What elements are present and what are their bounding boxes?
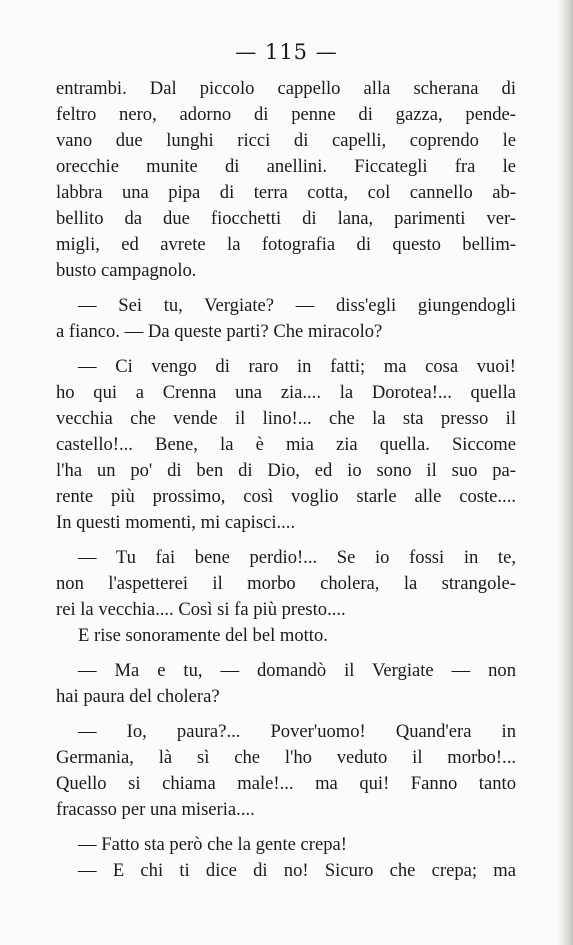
text-line: busto campagnolo. — [56, 260, 197, 281]
text-line: — Tu fai bene perdio!... Se io fossi in te, — [78, 547, 516, 568]
text-line: non l'aspetterei il morbo cholera, la strangole- — [56, 573, 516, 594]
text-line: castello!... Bene, la è mia zia quella. Siccome — [56, 434, 516, 455]
text-line: rei la vecchia.... Così si fa più presto.... — [56, 599, 346, 620]
text-line: — Fatto sta però che la gente crepa! — [78, 834, 347, 855]
text-line: rente più prossimo, così voglio starle alle coste.... — [56, 486, 516, 507]
text-line: labbra una pipa di terra cotta, col cannello ab- — [56, 182, 516, 203]
text-line: vecchia che vende il lino!... che la sta presso il — [56, 408, 516, 429]
text-line: — E chi ti dice di no! Sicuro che crepa; ma — [78, 860, 516, 881]
text-line: orecchie munite di anellini. Ficcategli fra le — [56, 156, 516, 177]
text-line: vano due lunghi ricci di capelli, coprendo le — [56, 130, 516, 151]
text-line: E rise sonoramente del bel motto. — [78, 625, 328, 646]
text-line: feltro nero, adorno di penne di gazza, pende- — [56, 104, 516, 125]
text-line: Germania, là sì che l'ho veduto il morbo!... — [56, 747, 516, 768]
text-line: — Sei tu, Vergiate? — diss'egli giungendogli — [78, 295, 516, 316]
text-line: hai paura del cholera? — [56, 686, 220, 707]
text-line: fracasso per una miseria.... — [56, 799, 255, 820]
text-line: a fianco. — Da queste parti? Che miracolo? — [56, 321, 383, 342]
body-text — [56, 76, 516, 884]
text-line: In questi momenti, mi capisci.... — [56, 512, 296, 533]
text-line: — Ma e tu, — domandò il Vergiate — non — [78, 660, 516, 681]
page-number-header: — 115 — — [235, 40, 338, 64]
text-line: migli, ed avrete la fotografia di questo bellim- — [56, 234, 516, 255]
text-line: ho qui a Crenna una zia.... la Dorotea!... quella — [56, 382, 516, 403]
text-line: — Io, paura?... Pover'uomo! Quand'era in — [78, 721, 516, 742]
text-line: entrambi. Dal piccolo cappello alla scherana di — [56, 78, 516, 99]
page-edge-shadow — [557, 0, 573, 945]
text-line: — Ci vengo di raro in fatti; ma cosa vuoi! — [78, 356, 516, 377]
text-line: Quello si chiama male!... ma qui! Fanno tanto — [56, 773, 516, 794]
text-line: bellito da due fiocchetti di lana, parimenti ver- — [56, 208, 516, 229]
text-line: l'ha un po' di ben di Dio, ed io sono il suo pa- — [56, 460, 516, 481]
